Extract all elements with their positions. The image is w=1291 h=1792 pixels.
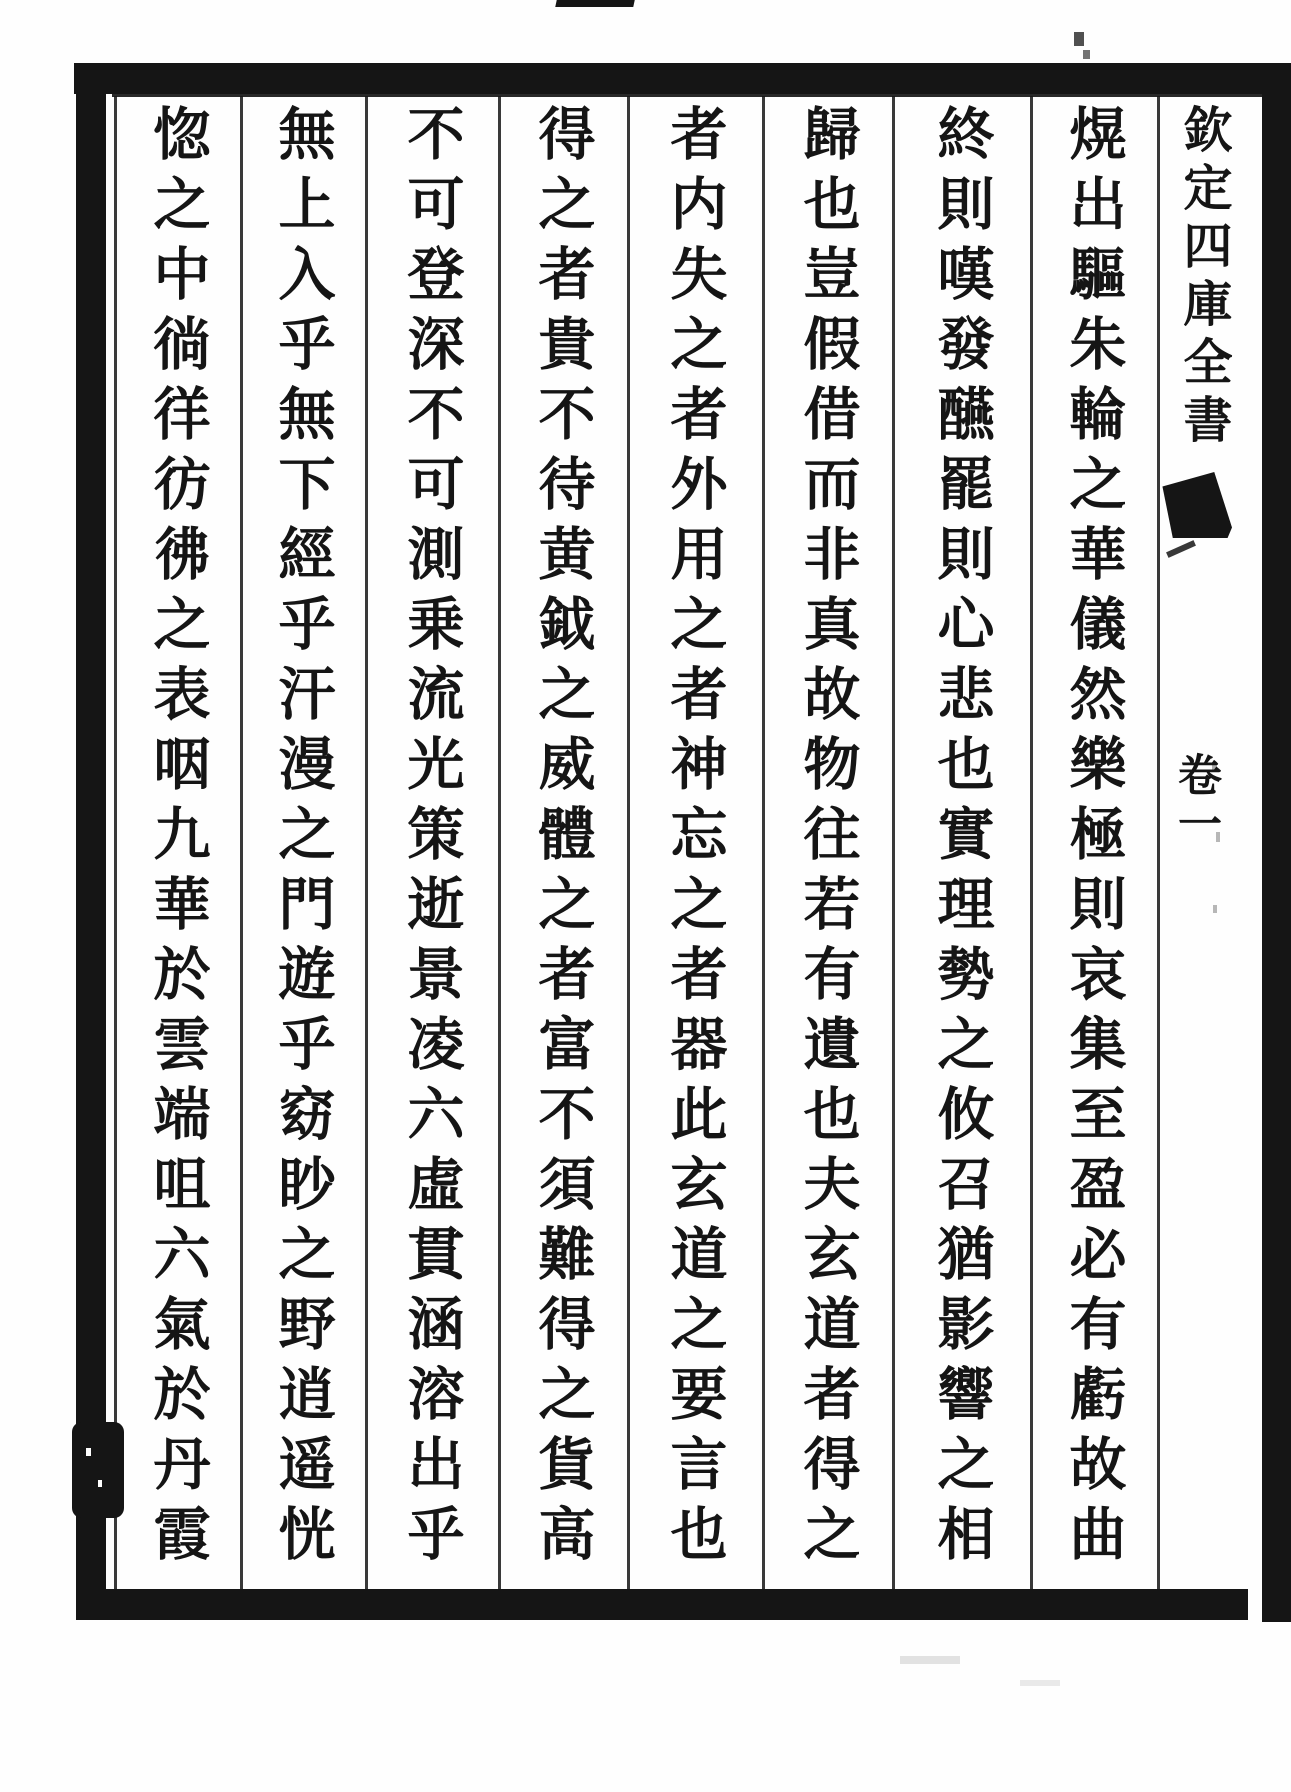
text-column-5: 得之者貴不待黄鉞之威體之者富不須難得之貨高 [529, 104, 596, 1574]
text-column-2: 終則嘆發醼罷則心悲也實理勢之攸召猶影響之相 [928, 104, 995, 1574]
volume-label: 卷一 [1170, 752, 1221, 850]
text-column-7: 無上入乎無下經乎汗漫之門遊乎窈眇之野逍遥恍 [269, 104, 336, 1574]
text-column-8: 惚之中徜徉彷彿之表咽九華於雲端咀六氣於丹霞 [144, 104, 211, 1574]
column-rule [627, 96, 630, 1590]
text-column-3: 歸也豈假借而非真故物往若有遺也夫玄道者得之 [794, 104, 861, 1574]
smudge-pore [86, 1448, 91, 1456]
frame-right-border [1262, 63, 1291, 1622]
frame-left-border [76, 63, 106, 1620]
ink-damage-mark [1158, 472, 1232, 538]
frame-inner-top-rule [112, 94, 1262, 97]
ink-damage-dash [1166, 540, 1196, 558]
column-rule [498, 96, 501, 1590]
column-rule [762, 96, 765, 1590]
column-rule [1030, 96, 1033, 1590]
text-column-4: 者内失之者外用之者神忘之者器此玄道之要言也 [661, 104, 728, 1574]
scan-speck [900, 1656, 960, 1664]
text-column-6: 不可登深不可測乗流光策逝景凌六虛貫涵溶出乎 [398, 104, 465, 1574]
scan-speck [1083, 50, 1090, 59]
scan-speck [1212, 762, 1217, 771]
scan-speck [1074, 32, 1084, 46]
column-rule [1157, 96, 1160, 1590]
scan-speck [1213, 905, 1217, 913]
ink-smudge-left-border [72, 1422, 124, 1518]
frame-bottom-border [78, 1589, 1248, 1620]
scan-speck [1020, 1680, 1060, 1686]
column-rule [892, 96, 895, 1590]
scan-speck [1216, 832, 1220, 842]
column-rule [365, 96, 368, 1590]
frame-top-border [74, 63, 1272, 94]
column-rule [114, 96, 117, 1590]
text-column-1: 熀出驅朱輪之華儀然樂極則哀集至盈必有虧故曲 [1060, 104, 1127, 1574]
smudge-pore [98, 1480, 102, 1487]
scan-speck [555, 0, 634, 7]
book-title: 欽定四庫全書 [1176, 104, 1234, 452]
column-rule [240, 96, 243, 1590]
